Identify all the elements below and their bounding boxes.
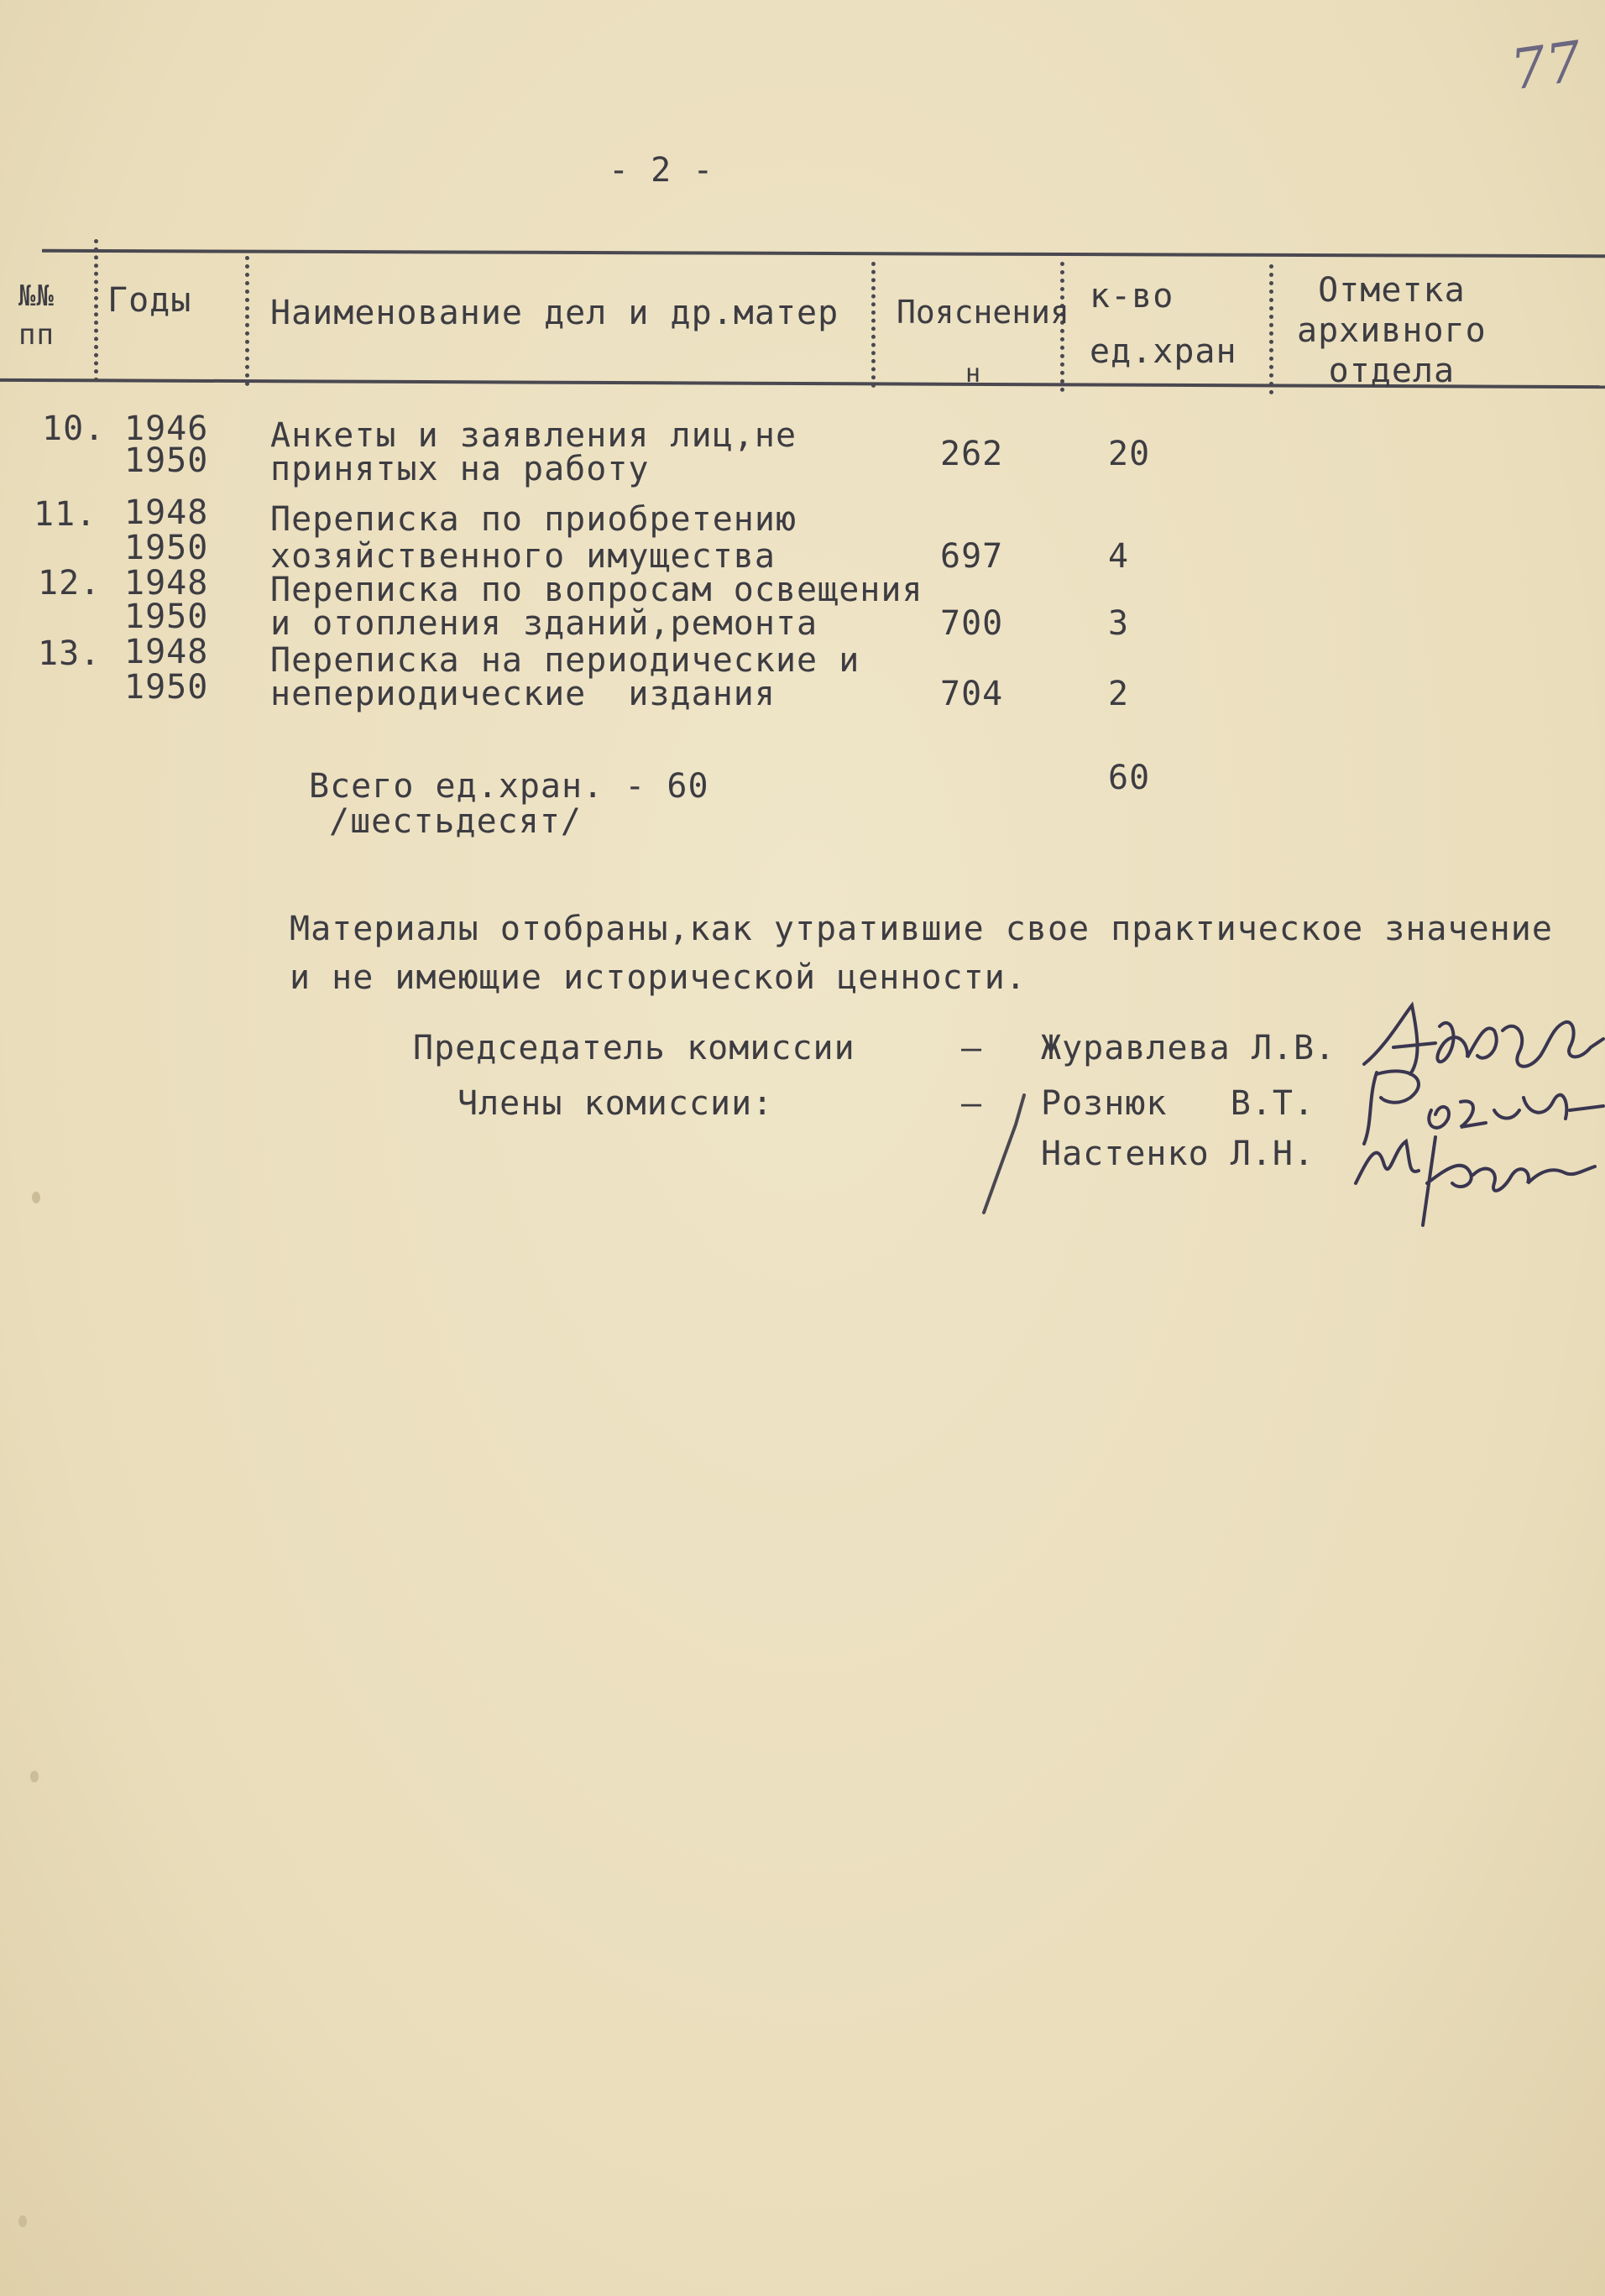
header-count: к-во ед.хран — [1090, 277, 1237, 371]
member-name: Рознюк В.Т. — [1041, 1084, 1315, 1123]
row-title-line: принятых на работу — [270, 450, 650, 488]
row-count: 4 — [1108, 537, 1130, 576]
dash: – — [961, 1084, 983, 1123]
row-note: 700 — [940, 604, 1004, 643]
column-separator — [94, 239, 98, 382]
dash: – — [961, 1029, 983, 1067]
row-title-line: Переписка по вопросам освещения — [270, 571, 923, 609]
member-name: Настенко Л.Н. — [1041, 1135, 1315, 1173]
row-note: 262 — [940, 435, 1004, 473]
row-year-start: 1948 — [124, 564, 209, 603]
row-title-line: хозяйственного имущества — [270, 537, 776, 576]
row-count: 3 — [1108, 604, 1130, 643]
statement-line: и не имеющие исторической ценности. — [290, 958, 1027, 997]
total-count: 60 — [1108, 759, 1151, 797]
row-number: 10. — [42, 410, 106, 448]
header-notes: Пояснения — [897, 294, 1069, 331]
punch-mark — [30, 1771, 39, 1782]
row-title-line: и отопления зданий,ремонта — [270, 604, 818, 643]
column-separator — [245, 256, 249, 386]
header-years: Годы — [107, 281, 192, 320]
signature-member-2 — [1343, 1125, 1605, 1234]
pencil-stroke — [974, 1091, 1041, 1217]
row-year-start: 1948 — [124, 633, 209, 671]
header-archive-mark: Отметка архивного отдела — [1297, 271, 1487, 390]
total-label: Всего ед.хран. - 60 — [309, 767, 709, 806]
row-number: 13. — [38, 634, 102, 673]
row-count: 2 — [1108, 675, 1130, 713]
column-separator — [1269, 264, 1273, 394]
row-title-line: Анкеты и заявления лиц,не — [270, 416, 797, 455]
column-separator — [871, 262, 876, 388]
row-number: 12. — [38, 564, 102, 603]
header-num: №№ пп — [18, 279, 55, 352]
row-year-end: 1950 — [124, 597, 209, 636]
row-title-line: Переписка по приобретению — [270, 500, 797, 539]
chair-name: Журавлева Л.В. — [1041, 1029, 1336, 1067]
chair-label: Председатель комиссии — [413, 1029, 855, 1067]
row-year-start: 1948 — [124, 493, 209, 532]
row-number: 11. — [34, 495, 97, 534]
header-notes-sub: н — [965, 359, 982, 389]
total-in-words: /шестьдесят/ — [329, 802, 582, 841]
row-count: 20 — [1108, 435, 1151, 473]
row-year-start: 1946 — [124, 410, 209, 448]
header-name: Наименование дел и др.матер — [270, 294, 839, 332]
row-year-end: 1950 — [124, 668, 209, 707]
punch-mark — [32, 1192, 40, 1203]
table-top-rule — [42, 249, 1605, 258]
row-year-end: 1950 — [124, 529, 209, 567]
statement-line: Материалы отобраны,как утратившие свое практическое значение — [290, 910, 1553, 948]
row-title-line: непериодические издания — [270, 675, 776, 713]
members-label: Члены комиссии: — [457, 1084, 774, 1123]
handwritten-page-number: 77 — [1507, 29, 1586, 103]
page-number: - 2 - — [609, 151, 714, 190]
row-note: 704 — [940, 675, 1004, 713]
row-year-end: 1950 — [124, 441, 209, 480]
row-note: 697 — [940, 537, 1004, 576]
punch-mark — [18, 2215, 27, 2227]
row-title-line: Переписка на периодические и — [270, 641, 860, 680]
